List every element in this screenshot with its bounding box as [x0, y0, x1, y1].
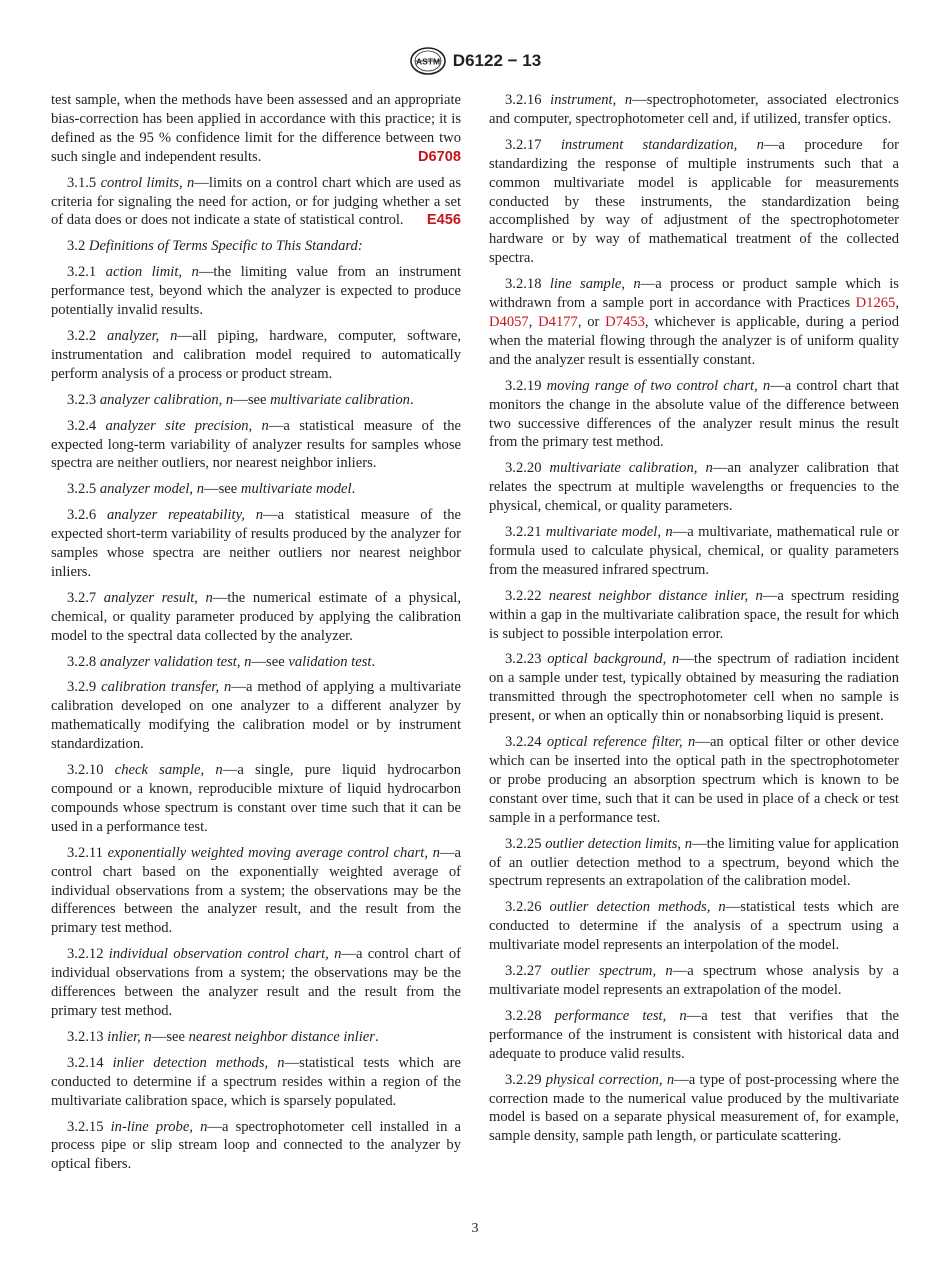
definition-3-2-25 — [489, 835, 899, 892]
definition-text: —a statistical measure of the expected long-term variability of analyzer results for samples whose spectra are neither outliers, nor nearest neighbor inliers. — [51, 417, 462, 472]
definition-text: —a type of post-processing where the correction made to the numerical value produced by the multivariate model is based on a separate physical measurement of, for example, sample density, sample path length, or particulate scattering. — [489, 1071, 899, 1145]
definition-term: instrument standardization, n — [560, 136, 764, 153]
definition-text: —an optical filter or other device which can be inserted into the optical path in the spectrophotometer or probe producing an absorption spectrum which is known to be constant over time, such that it can be used in place of a check or test sample in a performance test. — [489, 734, 899, 826]
definition-3-2-11 — [51, 844, 461, 939]
definition-3-2-10 — [51, 761, 461, 837]
definition-term: physical correction, n — [545, 1071, 675, 1088]
definition-number: 3.2.11 — [67, 844, 103, 861]
page-number: 3 — [471, 1221, 479, 1236]
definition-text: —a single, pure liquid hydrocarbon compound or a known, reproducible mixture of liquid hydrocarbon compounds whose spectrum is constant over time such that it can be used in a performance test. — [51, 762, 461, 835]
definition-number: 3.2.22 — [505, 587, 542, 604]
definition-term: in-line probe, n — [110, 1118, 208, 1135]
definition-term: analyzer repeatability, n — [106, 507, 264, 524]
definition-number: 3.2.18 — [505, 276, 542, 293]
definition-text: —a control chart that monitors the change in the absolute value of the difference between two successive differences of the analyzer result minus the result from the primary test method. — [489, 377, 900, 451]
definition-text: —an analyzer calibration that relates the spectrum at multiple wavelengths or frequencies to the physical, chemical, or quality parameters. — [489, 460, 899, 515]
definition-number: 3.2.21 — [505, 524, 542, 541]
section-title: Definitions of Terms Specific to This Standard: — [88, 238, 363, 255]
definition-3-2-28 — [489, 1007, 899, 1064]
definition-number: 3.2.9 — [67, 679, 97, 696]
definition-number: 3.2.10 — [67, 762, 104, 779]
definition-text: —a spectrum residing within a gap in the multivariate calibration space, the result for which is subject to possible interpolation error. — [489, 587, 899, 642]
definition-3-2-23 — [489, 650, 899, 726]
definition-text: —a control chart based on the exponentially weighted average of individual observations from a system; the observations may be the differences between the analyzer result, and the result from the primary test method. — [51, 844, 461, 937]
definition-term: analyzer validation test, n — [99, 653, 252, 670]
page-header — [0, 46, 950, 81]
definition-term: analyzer, n — [107, 327, 178, 344]
definition-number: 3.2.15 — [67, 1118, 104, 1135]
definition-text: —statistical tests which are conducted to determine if the analysis of a spectrum using a multivariate model represents an interpolation of the model. — [489, 899, 899, 954]
cross-reference-term: validation test — [288, 653, 372, 670]
definition-text: —a control chart of individual observations from a system; the observations may be the differences between the analyzer result and the result from the primary test method. — [51, 946, 461, 1019]
definition-3-2-22 — [489, 587, 899, 644]
definition-term: analyzer model, n — [99, 481, 205, 498]
definition-3-2-15 — [51, 1118, 461, 1175]
definition-number: 3.2.20 — [505, 460, 542, 477]
definition-text: —a method of applying a multivariate calibration developed on one analyzer to a different analyzer by mathematically modifying the calibration model or by instrument standardization. — [51, 679, 462, 753]
definition-term: control limits, n — [100, 174, 195, 191]
definition-term: optical reference filter, n — [546, 734, 696, 751]
definition-text: —the limiting value from an instrument performance test, beyond which the analyzer is expected to produce potentially invalid results. — [51, 264, 461, 319]
definition-text: —the spectrum of radiation incident on a sample under test, typically obtained by measuring the radiation transmitted through the spectrophotometer cell when no sample is present, or when an optically thin or nonabsorbing liquid is present. — [489, 651, 900, 725]
definition-text: —a statistical measure of the expected short-term variability of results produced by the analyzer for samples whose spectra are neither outliers nor nearest neighbor inliers. — [51, 507, 461, 580]
definition-number: 3.2.4 — [67, 417, 97, 434]
definition-text: —a multivariate, mathematical rule or formula used to calculate physical, chemical, or quality parameters from the measured infrared spectrum. — [489, 524, 900, 578]
definition-3-2-17 — [489, 136, 899, 268]
definition-text: , whichever is applicable, during a period when the material flowing through the analyzer is of uniform quality and the analyzer result is essentially constant. — [489, 313, 899, 368]
cross-reference-term: nearest neighbor distance inlier — [188, 1028, 375, 1045]
definition-text: —the limiting value for application of an outlier detection method to a spectrum, beyond which the spectrum represents an extrapolation of the calibration model. — [489, 835, 899, 890]
definition-term: analyzer site precision, n — [105, 417, 269, 434]
definition-term: outlier detection methods, n — [549, 899, 726, 916]
definition-term: action limit, n — [105, 264, 199, 281]
reference-link-d4177[interactable]: D4177 — [538, 313, 578, 330]
definition-number: 3.2.28 — [505, 1007, 542, 1024]
right-column — [489, 91, 899, 1153]
section-heading-3-2 — [51, 237, 461, 256]
definition-3-2-16 — [489, 91, 899, 129]
definition-number: 3.2.7 — [67, 589, 97, 606]
definition-3-2-29 — [489, 1071, 899, 1147]
definition-3-2-26 — [489, 898, 899, 955]
definition-number: 3.2.16 — [505, 92, 542, 108]
definition-3-2-27 — [489, 962, 899, 1000]
definition-text: —statistical tests which are conducted to determine if a spectrum resides within a region of the multivariate calibration space, which is sparsely populated. — [51, 1054, 461, 1109]
definition-number: 3.2.26 — [505, 899, 542, 916]
definition-text: —all piping, hardware, computer, software, instrumentation and calibration model required to automatically perform analysis of a process or product stream. — [51, 327, 461, 382]
definition-number: 3.2.6 — [67, 507, 97, 524]
definition-3-2-21 — [489, 523, 899, 580]
reference-link-e456[interactable]: E456 — [426, 212, 461, 229]
definition-number: 3.2.19 — [505, 377, 542, 394]
definition-text: —limits on a control chart which are used as criteria for signaling the need for action, or for judging whether a set of data does or does not indicate a state of statistical control. — [51, 174, 462, 229]
reference-link-d6708[interactable]: D6708 — [417, 148, 461, 165]
definition-number: 3.2.25 — [505, 835, 542, 852]
header-inner — [409, 46, 541, 76]
definition-number: 3.2.8 — [67, 653, 97, 670]
definition-number: 3.2.24 — [505, 734, 542, 751]
definition-term: instrument, n — [550, 92, 633, 108]
cross-reference-term: multivariate calibration — [270, 391, 410, 408]
definition-number: 3.1.5 — [67, 174, 97, 191]
definition-3-2-14 — [51, 1054, 461, 1111]
definition-text: —a test that verifies that the performance of the instrument is consistent with historical data and adequate to produce valid results. — [489, 1007, 899, 1062]
definition-term: inlier, n — [107, 1028, 152, 1045]
definition-3-2-8: 3.2.8 analyzer validation test, n—see validation test. — [67, 653, 376, 670]
definition-3-1-5 — [51, 174, 461, 231]
definition-number: 3.2.1 — [67, 264, 97, 281]
definition-number: 3.2.5 — [67, 481, 97, 498]
definition-text: —a spectrophotometer cell installed in a process pipe or slip stream loop and connected to the analyzer by optical fibers. — [51, 1118, 461, 1173]
definition-term: analyzer calibration, n — [99, 391, 234, 408]
definition-text: —see — [251, 653, 285, 670]
definition-term: check sample, n — [114, 762, 223, 779]
definition-number: 3.2.2 — [67, 327, 97, 344]
definition-number: 3.2.13 — [67, 1028, 104, 1045]
definition-text: —see — [233, 391, 267, 408]
definition-term: analyzer result, n — [103, 589, 213, 606]
cross-reference-term: multivariate model — [240, 481, 352, 498]
definition-number: 3.2.29 — [505, 1071, 542, 1088]
reference-link-d7453[interactable]: D7453 — [605, 313, 645, 330]
definition-3-2-18: 3.2.18 line sample, n—a process or product sample which is withdrawn from a sample port in accordance with Practices D1265, D4057, D4177, or D7453, whichever is applicable, during a period when the material flowing through the analyzer is of uniform quality and the analyzer result is essentially constant. — [489, 276, 899, 368]
definition-text: —the numerical estimate of a physical, chemical, or quality parameter produced by applying the calibration model to the spectral data collected by the analyzer. — [51, 589, 462, 644]
definition-3-2-2 — [51, 327, 461, 384]
definition-term: outlier spectrum, n — [550, 963, 673, 980]
definition-3-2-9 — [51, 678, 461, 754]
definition-term: nearest neighbor distance inlier, n — [548, 587, 763, 604]
definition-term: exponentially weighted moving average control chart, n — [107, 844, 440, 861]
document-id: D6122 − 13 — [452, 51, 542, 70]
definition-3-2-19 — [489, 377, 899, 453]
definition-number: 3.2.12 — [67, 946, 104, 963]
definition-number: 3.2.14 — [67, 1054, 104, 1071]
definition-3-2-6 — [51, 506, 461, 582]
definition-term: moving range of two control chart, n — [546, 377, 771, 394]
reference-link-d1265[interactable]: D1265 — [855, 295, 896, 312]
section-number: 3.2 — [67, 238, 86, 255]
definition-3-2-5: 3.2.5 analyzer model, n—see multivariate model. — [67, 481, 356, 498]
definition-text: —a spectrum whose analysis by a multivariate model represents an extrapolation of the model. — [489, 963, 899, 998]
definition-number: 3.2.23 — [505, 651, 542, 668]
definition-text: —a process or product sample which is withdrawn from a sample port in accordance with Practices — [489, 276, 899, 312]
definition-3-2-13: 3.2.13 inlier, n—see nearest neighbor distance inlier. — [67, 1028, 379, 1045]
definition-number: 3.2.3 — [67, 391, 97, 408]
paragraph-text: test sample, when the methods have been assessed and an appropriate bias-correction has been applied in accordance with this practice; it is defined as the 95 % confidence limit for the difference between two such single and independent results. — [51, 92, 461, 165]
definition-term: multivariate model, n — [545, 524, 673, 541]
definition-term: line sample, n — [549, 276, 641, 293]
definition-term: calibration transfer, n — [101, 679, 232, 696]
definition-term: outlier detection limits, n — [545, 835, 693, 852]
definition-term: multivariate calibration, n — [549, 460, 713, 477]
definition-text: —a procedure for standardizing the response of multiple instruments such that a common multivariate model is applicable for measurements conducted by these instruments, the standardization being accomplished by way of adjustment of the spectrophotometer hardware or by way of mathematical treatment of the collected spectra. — [489, 136, 899, 267]
definition-term: optical background, n — [547, 651, 680, 668]
reference-link-d4057[interactable]: D4057 — [489, 313, 529, 330]
definition-text: —see — [151, 1028, 185, 1045]
definition-text: —see — [204, 481, 238, 498]
definition-number: 3.2.27 — [505, 963, 542, 980]
definition-term: individual observation control chart, n — [108, 946, 342, 963]
definition-term: inlier detection methods, n — [112, 1054, 285, 1071]
definition-text: —spectrophotometer, associated electronics and computer, spectrophotometer cell and, if utilized, transfer optics. — [489, 92, 899, 127]
definition-3-2-12 — [51, 945, 461, 1021]
definition-3-2-20 — [489, 459, 899, 516]
astm-logo-icon — [409, 46, 447, 76]
definition-number: 3.2.17 — [505, 136, 542, 153]
logo-text: ASTM — [415, 56, 440, 67]
definition-3-2-24 — [489, 733, 899, 828]
left-column — [51, 91, 461, 1181]
paragraph-continued — [51, 91, 461, 167]
definition-3-2-4 — [51, 417, 461, 474]
definition-3-2-1 — [51, 263, 461, 320]
conjunction-text: , or — [577, 313, 600, 330]
definition-term: performance test, n — [554, 1007, 687, 1024]
definition-3-2-7 — [51, 589, 461, 646]
definition-3-2-3: 3.2.3 analyzer calibration, n—see multivariate calibration. — [67, 391, 414, 408]
